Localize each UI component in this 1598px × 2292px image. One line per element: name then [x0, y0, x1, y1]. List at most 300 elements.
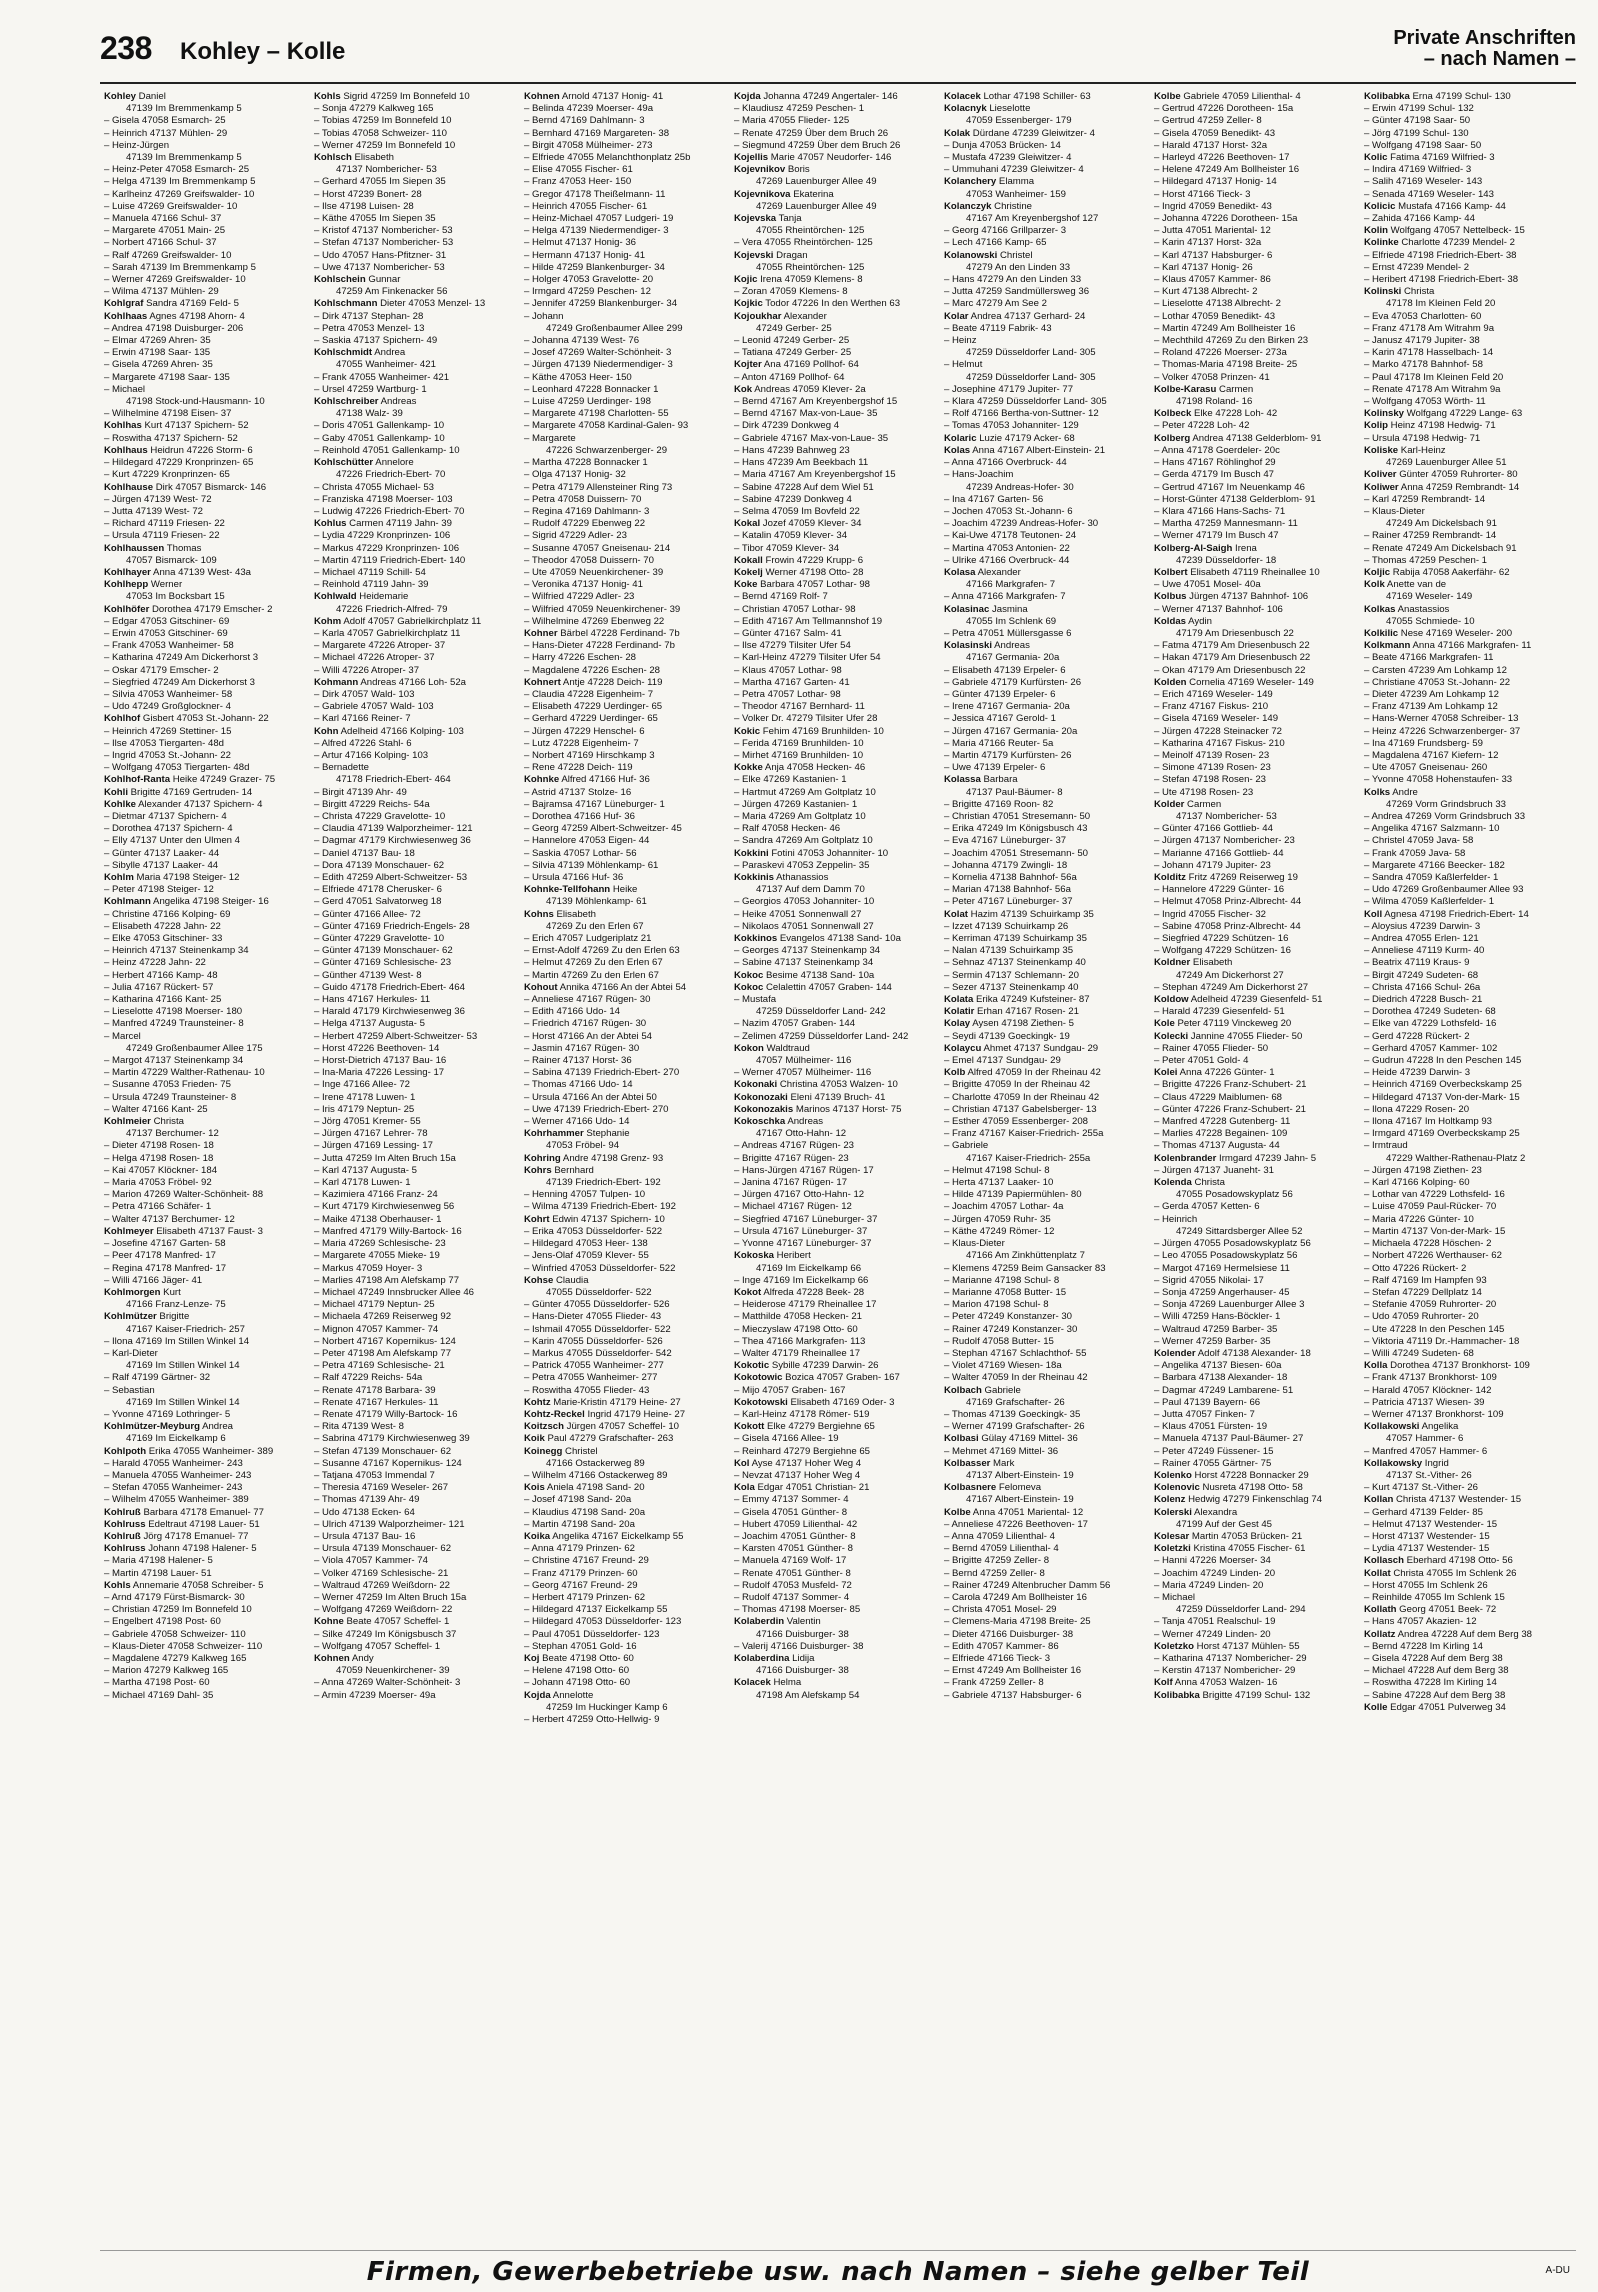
entry-text: – Martha 47167 Garten- 41	[734, 676, 850, 688]
surname: Kohlhöfer	[104, 603, 150, 615]
entry-text: Erhan 47167 Rosen- 21	[974, 1006, 1079, 1018]
entry-text: – Uwe 47051 Mosel- 40a	[1154, 579, 1261, 591]
directory-entry	[944, 1140, 1150, 1152]
entry-text: – Regina 47169 Dahlmann- 3	[524, 505, 650, 517]
directory-entry	[314, 311, 520, 323]
directory-entry	[104, 1336, 310, 1348]
directory-entry	[944, 530, 1150, 542]
entry-text: – Andrea 47198 Duisburger- 206	[104, 322, 244, 334]
entry-text: – Ingrid 47055 Fischer- 32	[1154, 908, 1266, 920]
entry-text: Horst 47137 Mühlen- 55	[1193, 1640, 1300, 1652]
entry-text: Annelore	[373, 457, 414, 469]
directory-entry	[944, 1531, 1150, 1543]
directory-entry: 47166 Markgrafen- 7	[966, 579, 1056, 591]
entry-text: – Joachim 47239 Andreas-Hofer- 30	[944, 518, 1099, 530]
directory-entry	[524, 884, 730, 896]
directory-entry	[944, 591, 1150, 603]
entry-text: – Günter 47169 Schlesische- 23	[314, 957, 452, 969]
directory-entry	[1364, 1592, 1570, 1604]
entry-text: – Dunja 47053 Brücken- 14	[944, 139, 1061, 151]
directory-entry	[314, 152, 520, 164]
section-heading-line1: Private Anschriften	[1393, 27, 1576, 49]
entry-text: Fotini 47053 Johanniter- 10	[768, 847, 889, 859]
entry-text: Mustafa 47166 Kamp- 44	[1395, 200, 1506, 212]
surname: Kojevnikov	[734, 164, 786, 176]
entry-text: – Elise 47055 Fischer- 61	[524, 164, 633, 176]
directory-column-7	[1364, 91, 1574, 2241]
entry-text: – Frank 47053 Wanheimer- 58	[104, 640, 234, 652]
directory-entry	[524, 1092, 730, 1104]
entry-text: – Klaus 47057 Kammer- 86	[1154, 274, 1271, 286]
directory-entry	[314, 1299, 520, 1311]
directory-entry	[524, 1055, 730, 1067]
directory-entry	[1364, 201, 1570, 213]
directory-entry	[104, 1507, 310, 1519]
surname: Kohne	[314, 1616, 344, 1628]
directory-entry	[104, 1055, 310, 1067]
entry-text: Dürdane 47239 Gleiwitzer- 4	[970, 127, 1095, 139]
entry-text: – Julia 47167 Rückert- 57	[104, 981, 214, 993]
entry-text: – Werner 47259 Im Bonnefeld 10	[314, 139, 456, 151]
directory-entry	[314, 1177, 520, 1189]
directory-entry	[314, 970, 520, 982]
entry-text: – Werner 47269 Greifswalder- 10	[104, 274, 246, 286]
directory-entry	[524, 1519, 730, 1531]
directory-entry	[1364, 347, 1570, 359]
directory-entry	[1364, 1238, 1570, 1250]
entry-text: – Zelimen 47259 Düsseldorfer Land- 242	[734, 1030, 909, 1042]
entry-text: – Anneliese 47226 Beethoven- 17	[944, 1518, 1089, 1530]
entry-text: – Margot 47137 Steinenkamp 34	[104, 1055, 244, 1067]
directory-entry	[944, 982, 1150, 994]
entry-text: – Maria 47166 Reuter- 5a	[944, 737, 1054, 749]
entry-text: Stephanie	[583, 1128, 630, 1140]
entry-text: – Anneliese 47167 Rügen- 30	[524, 994, 651, 1006]
entry-text: – Valerij 47166 Duisburger- 38	[734, 1640, 864, 1652]
directory-entry	[1154, 738, 1360, 750]
surname: Kohlschmann	[314, 298, 378, 310]
directory-entry	[1364, 701, 1570, 713]
directory-entry	[314, 1677, 520, 1689]
directory-entry	[104, 469, 310, 481]
directory-entry	[104, 1372, 310, 1384]
entry-text: – Walter 47059 In der Rheinau 42	[944, 1372, 1088, 1384]
entry-text: – Ilona 47169 Im Stillen Winkel 14	[104, 1335, 250, 1347]
surname: Koletzki	[1154, 1543, 1191, 1555]
entry-text: – Daniel 47137 Bau- 18	[314, 847, 415, 859]
surname: Kokoschka	[734, 1116, 786, 1128]
entry-text: – Gabriele 47137 Habsburger- 6	[944, 1689, 1082, 1701]
directory-entry	[944, 286, 1150, 298]
directory-entry	[524, 433, 730, 445]
entry-text: – Anna 47179 Prinzen- 62	[524, 1543, 635, 1555]
entry-text: Christel	[997, 249, 1033, 261]
entry-text: Christina 47053 Walzen- 10	[777, 1079, 898, 1091]
directory-entry	[314, 323, 520, 335]
directory-entry: 47138 Walz- 39	[336, 408, 403, 420]
directory-entry	[944, 445, 1150, 457]
directory-entry	[944, 1409, 1150, 1421]
entry-text: – Elfriede 47198 Friedrich-Ebert- 38	[1364, 249, 1517, 261]
entry-text: – Maria 47249 Linden- 20	[1154, 1579, 1264, 1591]
entry-text: – Claudia 47139 Walporzheimer- 121	[314, 823, 473, 835]
directory-entry	[524, 872, 730, 884]
directory-entry	[1364, 872, 1570, 884]
directory-entry: 47259 Im Huckinger Kamp 6	[546, 1701, 668, 1713]
directory-entry	[1364, 1677, 1570, 1689]
directory-entry	[104, 860, 310, 872]
surname: Koldow	[1154, 994, 1189, 1006]
directory-entry	[1364, 115, 1570, 127]
entry-text: – Hans-Werner 47058 Schreiber- 13	[1364, 713, 1519, 725]
directory-entry	[944, 1653, 1150, 1665]
directory-entry	[314, 860, 520, 872]
directory-entry	[524, 604, 730, 616]
directory-entry	[734, 298, 940, 310]
entry-text: Anna 47053 Walzen- 16	[1172, 1677, 1278, 1689]
directory-entry	[104, 1543, 310, 1555]
directory-entry: 47167 Albert-Einstein- 19	[966, 1494, 1074, 1506]
directory-entry	[314, 1629, 520, 1641]
entry-text: – Wilfried 47059 Neuenkirchener- 39	[524, 603, 681, 615]
entry-text: Anna 47166 Markgrafen- 11	[1410, 640, 1532, 652]
directory-entry	[1364, 787, 1570, 799]
entry-text: – Werner 47057 Mülheimer- 116	[734, 1067, 872, 1079]
surname: Kolaric	[944, 432, 977, 444]
directory-entry	[944, 1372, 1150, 1384]
directory-entry	[734, 1104, 940, 1116]
entry-text: – Jürgen 47137 Nombericher- 23	[1154, 835, 1295, 847]
directory-entry	[944, 1018, 1150, 1030]
entry-text: – Karl 47178 Luwen- 1	[314, 1177, 411, 1189]
directory-entry	[314, 1604, 520, 1616]
entry-text: – Wilfried 47229 Adler- 23	[524, 591, 635, 603]
directory-entry	[1154, 677, 1360, 689]
entry-text: – Heinrich 47169 Overbeckskamp 25	[1364, 1079, 1522, 1091]
directory-entry	[1364, 579, 1570, 591]
entry-text: – Gerhard 47057 Kammer- 102	[1364, 1042, 1498, 1054]
surname: Koll	[1364, 908, 1383, 920]
directory-entry	[104, 176, 310, 188]
directory-entry	[104, 1018, 310, 1030]
entry-text: Fritz 47269 Reiserweg 19	[1185, 872, 1298, 883]
entry-text: Peter 47119 Vinckeweg 20	[1174, 1018, 1292, 1030]
entry-text: – Michael 47169 Dahl- 35	[104, 1689, 214, 1701]
entry-text: – Stephan 47167 Schlachthof- 55	[944, 1347, 1087, 1359]
directory-entry	[524, 1336, 730, 1348]
directory-entry	[1364, 1458, 1570, 1470]
directory-entry	[1364, 1043, 1570, 1055]
directory-entry	[944, 628, 1150, 640]
entry-text: Andreas 47059 Klever- 2a	[752, 383, 866, 395]
entry-text: – Karsten 47051 Günther- 8	[734, 1543, 853, 1555]
directory-entry	[104, 1238, 310, 1250]
surname: Kojoukhar	[734, 310, 782, 322]
entry-text: – Renate 47249 Am Dickelsbach 91	[1364, 542, 1517, 554]
directory-entry	[314, 689, 520, 701]
entry-text: – Heinz-Peter 47058 Esmarch- 25	[104, 164, 250, 176]
directory-entry	[104, 750, 310, 762]
directory-entry	[734, 1409, 940, 1421]
entry-text: – Heinz	[944, 335, 977, 347]
entry-text: – Renate 47051 Günther- 8	[734, 1567, 851, 1579]
directory-entry	[104, 701, 310, 713]
directory-entry: 47239 Andreas-Hofer- 30	[966, 481, 1074, 493]
surname: Kolenbrander	[1154, 1152, 1217, 1164]
entry-text: – Stefanie 47059 Ruhrorter- 20	[1364, 1299, 1497, 1311]
directory-entry	[734, 384, 940, 396]
surname: Kohlschein	[314, 274, 366, 286]
surname: Koitzsch	[524, 1421, 564, 1433]
entry-text: – Jürgen 47198 Ziethen- 23	[1364, 1164, 1482, 1176]
directory-entry	[734, 1116, 940, 1128]
directory-entry	[734, 396, 940, 408]
entry-text: – Ute 47059 Neuenkirchener- 39	[524, 566, 664, 578]
directory-entry	[1154, 1458, 1360, 1470]
directory-entry	[314, 665, 520, 677]
entry-text: – Wilma 47137 Mühlen- 29	[104, 286, 219, 298]
directory-entry	[1154, 1677, 1360, 1689]
entry-text: – Wilma 47139 Friedrich-Ebert- 192	[524, 1201, 676, 1213]
surname: Kokoc	[734, 981, 764, 993]
directory-entry	[314, 1385, 520, 1397]
directory-entry: 47166 Franz-Lenze- 75	[126, 1299, 226, 1311]
entry-text: – Ernst-Adolf 47269 Zu den Erlen 63	[524, 945, 680, 957]
directory-entry	[104, 128, 310, 140]
directory-entry	[314, 1336, 520, 1348]
directory-entry	[1364, 1177, 1570, 1189]
directory-entry	[314, 543, 520, 555]
entry-text: – Rainer 47055 Gärtner- 75	[1154, 1457, 1272, 1469]
entry-text: – Violet 47169 Wiesen- 18a	[944, 1360, 1062, 1372]
directory-entry: 47169 Im Stillen Winkel 14	[126, 1396, 240, 1408]
surname: Kohlhepp	[104, 579, 149, 591]
directory-entry	[524, 335, 730, 347]
directory-entry	[314, 1641, 520, 1653]
directory-entry: 47259 Düsseldorfer Land- 242	[756, 1006, 886, 1018]
entry-text: – Diedrich 47228 Busch- 21	[1364, 994, 1483, 1006]
surname: Kokonozakis	[734, 1103, 794, 1115]
directory-entry	[1364, 1653, 1570, 1665]
surname: Kolbe	[1154, 91, 1181, 102]
directory-entry	[734, 1580, 940, 1592]
directory-entry	[524, 543, 730, 555]
page-footer	[100, 2250, 1576, 2285]
entry-text: – Michael	[104, 383, 146, 395]
directory-entry	[1364, 1482, 1570, 1494]
entry-text: – Ulrike 47166 Overbruck- 44	[944, 554, 1070, 566]
directory-entry	[734, 1616, 940, 1628]
directory-entry	[1154, 1665, 1360, 1677]
directory-entry	[1154, 1116, 1360, 1128]
entry-text: – Gaby 47051 Gallenkamp- 10	[314, 432, 445, 444]
entry-text: – Christian 47137 Gabelsberger- 13	[944, 1103, 1097, 1115]
directory-entry	[734, 738, 940, 750]
surname: Kohrhammer	[524, 1128, 584, 1140]
directory-entry	[1364, 933, 1570, 945]
entry-text: Paul 47279 Grafschafter- 263	[544, 1433, 674, 1445]
directory-entry	[314, 1140, 520, 1152]
directory-entry	[1154, 689, 1360, 701]
directory-entry	[104, 799, 310, 811]
directory-entry	[1154, 1494, 1360, 1506]
directory-column-3	[524, 91, 734, 2241]
entry-text: – Gertrud 47226 Dorotheen- 15a	[1154, 103, 1294, 115]
directory-entry	[734, 115, 940, 127]
directory-entry	[1364, 1555, 1570, 1567]
entry-text: – Gerd 47051 Salvatorweg 18	[314, 896, 442, 908]
entry-text: – Volker 47169 Schlesische- 21	[314, 1567, 449, 1579]
entry-text: – Werner 47259 Barber- 35	[1154, 1335, 1271, 1347]
directory-entry	[524, 1006, 730, 1018]
directory-entry	[314, 1165, 520, 1177]
entry-text: Elisabeth	[1190, 957, 1233, 969]
directory-entry	[734, 1299, 940, 1311]
entry-text: – Manfred 47249 Traunsteiner- 8	[104, 1018, 244, 1030]
entry-text: – Marion 47198 Schul- 8	[944, 1299, 1049, 1311]
directory-entry	[1364, 506, 1570, 518]
entry-text: Elisabeth	[553, 908, 596, 920]
directory-entry	[734, 1287, 940, 1299]
directory-entry	[524, 909, 730, 921]
directory-entry	[944, 604, 1150, 616]
surname: Kohse	[524, 1274, 554, 1286]
directory-entry	[104, 115, 310, 127]
surname: Kolbert	[1154, 566, 1188, 578]
directory-entry	[1154, 176, 1360, 188]
directory-entry	[1154, 1104, 1360, 1116]
directory-entry	[1154, 665, 1360, 677]
entry-text: Edgar 47051 Pulverweg 34	[1387, 1701, 1506, 1713]
directory-entry	[1364, 469, 1570, 481]
directory-entry	[314, 1311, 520, 1323]
directory-entry	[314, 1616, 520, 1628]
entry-text: – Michaela 47228 Höschen- 2	[1364, 1238, 1492, 1250]
directory-entry	[734, 1043, 940, 1055]
entry-text: – Renate 47178 Barbara- 39	[314, 1384, 436, 1396]
directory-entry	[1364, 408, 1570, 420]
directory-entry	[524, 1018, 730, 1030]
entry-text: – Frank 47059 Java- 58	[1364, 847, 1466, 859]
directory-entry	[734, 347, 940, 359]
directory-entry	[524, 1250, 730, 1262]
directory-entry	[524, 1299, 730, 1311]
directory-entry	[1364, 1006, 1570, 1018]
entry-text: – Esther 47059 Essenberger- 208	[944, 1116, 1088, 1128]
directory-entry: 47055 Rheintörchen- 125	[756, 225, 865, 237]
directory-entry	[1364, 1702, 1570, 1714]
surname: Koinegg	[524, 1445, 563, 1457]
entry-text: – Harald 47057 Klöckner- 142	[1364, 1384, 1492, 1396]
directory-entry	[734, 469, 940, 481]
surname: Kolder	[1154, 798, 1185, 810]
directory-entry	[1154, 957, 1360, 969]
entry-text: – Jessica 47167 Gerold- 1	[944, 713, 1056, 725]
surname: Kolbasi	[944, 1433, 979, 1445]
directory-entry	[1154, 787, 1360, 799]
surname: Kol	[734, 1457, 750, 1469]
directory-entry: 47137 Berchumer- 12	[126, 1128, 219, 1140]
directory-entry	[944, 164, 1150, 176]
entry-text: Marie 47057 Neudorfer- 146	[768, 152, 892, 164]
surname: Kokke	[734, 762, 763, 774]
directory-entry	[1364, 1128, 1570, 1140]
entry-text: – Heinrich 47137 Mühlen- 29	[104, 127, 228, 139]
directory-entry	[944, 1665, 1150, 1677]
surname: Kollakowski	[1364, 1421, 1420, 1433]
entry-text: – Klara 47166 Hans-Sachs- 71	[1154, 505, 1286, 517]
entry-text: – Wolfgang 47198 Saar- 50	[1364, 139, 1482, 151]
directory-entry	[104, 274, 310, 286]
directory-entry	[944, 1079, 1150, 1091]
directory-entry	[734, 152, 940, 164]
directory-entry	[104, 1226, 310, 1238]
entry-text: – Doris 47051 Gallenkamp- 10	[314, 420, 445, 432]
entry-text: – Leonhard 47228 Bonnacker 1	[524, 383, 659, 395]
entry-text: – Marianne 47058 Butter- 15	[944, 1286, 1067, 1298]
directory-entry	[524, 1690, 730, 1702]
entry-text: – Bernadette	[314, 762, 369, 774]
surname: Kolay	[944, 1018, 971, 1030]
directory-entry	[734, 1677, 940, 1689]
entry-text: – Rudolf 47137 Sommer- 4	[734, 1591, 850, 1603]
directory-entry	[524, 982, 730, 994]
entry-text: – Maria 47167 Am Kreyenbergshof 15	[734, 469, 896, 481]
directory-entry	[1154, 1653, 1360, 1665]
entry-text: – Gerhard 47229 Uerdinger- 65	[524, 713, 658, 725]
entry-text: – Karl 47259 Rembrandt- 14	[1364, 493, 1486, 505]
entry-text: Christine	[991, 200, 1032, 212]
entry-text: – Roswitha 47137 Spichern- 52	[104, 432, 238, 444]
directory-entry	[1154, 225, 1360, 237]
directory-entry	[734, 1372, 940, 1384]
directory-entry	[524, 1531, 730, 1543]
directory-entry	[944, 1421, 1150, 1433]
directory-entry	[314, 1482, 520, 1494]
entry-text: – Johanna 47139 West- 76	[524, 335, 640, 347]
entry-text: – Hans 47239 Bahnweg 23	[734, 444, 850, 456]
directory-entry	[944, 665, 1150, 677]
entry-text: Annelotte	[550, 1689, 594, 1701]
entry-text: – Heinrich	[1154, 1213, 1198, 1225]
entry-text: – Franz 47178 Am Witrahm 9a	[1364, 322, 1495, 334]
surname: Kohrt	[524, 1213, 550, 1225]
directory-entry	[1364, 213, 1570, 225]
directory-entry	[314, 738, 520, 750]
surname: Kokoc	[734, 969, 764, 981]
entry-text: – Ute 47228 In den Peschen 145	[1364, 1323, 1505, 1335]
entry-text: – Tatjana 47053 Immendal 7	[314, 1469, 435, 1481]
surname: Kolden	[1154, 676, 1187, 688]
entry-text: Alfred 47059 In der Rheinau 42	[965, 1067, 1101, 1079]
directory-entry	[944, 176, 1150, 188]
directory-entry	[1154, 335, 1360, 347]
directory-entry	[1364, 604, 1570, 616]
entry-text: – Volker Dr. 47279 Tilsiter Ufer 28	[734, 713, 878, 725]
entry-text: – Richard 47119 Friesen- 22	[104, 518, 225, 530]
directory-entry: 47055 Rheintörchen- 125	[756, 261, 865, 273]
directory-entry	[104, 1067, 310, 1079]
entry-text: – Franziska 47198 Moerser- 103	[314, 493, 453, 505]
directory-entry	[314, 872, 520, 884]
directory-entry	[314, 482, 520, 494]
entry-text: – Susanne 47167 Kopernikus- 124	[314, 1457, 462, 1469]
entry-text: – Jürgen 47269 Kastanien- 1	[734, 798, 858, 810]
surname: Kolak	[944, 127, 971, 139]
directory-entry	[314, 262, 520, 274]
directory-entry	[104, 262, 310, 274]
entry-text: Fatima 47169 Wilfried- 3	[1387, 152, 1495, 164]
